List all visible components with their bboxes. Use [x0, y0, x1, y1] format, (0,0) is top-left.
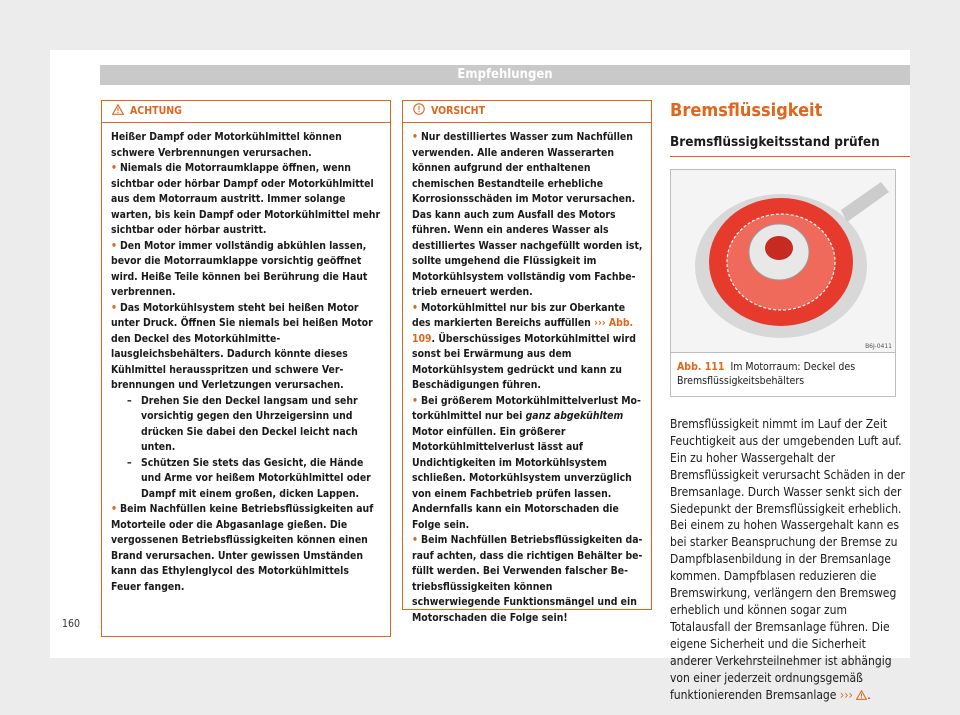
warning-triangle-icon [112, 101, 130, 122]
brake-fluid-cap-figure [670, 169, 896, 353]
brake-fluid-section [670, 100, 910, 715]
figure-caption-text: Im Motorraum: Deckel des Bremsflüssigkeitsbehälters [677, 361, 856, 387]
page-number: 160 [62, 618, 81, 630]
caution-heading [403, 101, 651, 123]
bullet-icon: • [111, 162, 117, 174]
section-title: Bremsflüssigkeit [670, 100, 823, 121]
manual-page [50, 50, 910, 702]
dash-icon: – [127, 456, 132, 469]
warning-bullet: • Niemals die Motorraumklappe öffnen, wenn sichtbar oder hörbar Dampf oder Motorkühlmittel aus dem Motorraum austritt. Immer solange warten, bis kein Dampf oder Motorkühlmittel mehr sichtbar oder hörbar austritt. [111, 162, 381, 236]
caution-bullet: • Beim Nachfüllen Betriebsflüssigkeiten darauf achten, dass die richtigen Behälter befüllt werden. Bei Verwenden falscher Betriebsflüssigkeiten können schwerwiegende Funktionsmängel und ein Motorschaden die Folge sein! [412, 534, 643, 624]
figure-caption-label: Abb. 111 [677, 361, 725, 373]
brake-fluid-cap-illustration [671, 170, 895, 352]
dash-icon: – [127, 394, 132, 407]
bullet-icon: • [412, 534, 418, 546]
warning-dash-item: – Drehen Sie den Deckel langsam und sehr vorsichtig gegen den Uhrzeigersinn und drücken Sie dabei den Deckel leicht nach unten. [127, 394, 358, 453]
body-paragraph: Bremsflüssigkeit nimmt im Lauf der Zeit Feuchtigkeit aus der umgebenden Luft auf. Ein zu hoher Wassergehalt der Bremsflüssigkeit verursacht Schäden in der Bremsanlage. Durch Wasser senkt sich der Siedepunkt der Bremsflüssigkeit erheblich. Bei einem zu hohen Wassergehalt kann es bei starker Beanspruchung der Bremse zu Dampfblasenbildung in der Bremsanlage kommen. Dampfblasen reduzieren die Bremswirkung, verlängern den Bremsweg erheblich und können sogar zum Totalausfall der Bremsanlage führen. Die eigene Sicherheit und die Sicherheit anderer Verkehrsteilnehmer ist abhängig von einer jederzeit ordnungsgemäß funktionierenden Bremsanlage ››› . [670, 417, 905, 702]
bullet-icon: • [111, 239, 117, 252]
caution-bullet: • Motorkühlmittel nur bis zur Oberkante des markierten Bereichs auffüllen ››› Abb. 109. Überschüssiges Motorkühlmittel wird sonst bei Erwärmung aus dem Motorkühlsystem gedrückt und kann zu Beschädigungen führen. [412, 301, 636, 391]
warning-bullet: • Das Motorkühlsystem steht bei heißen Motor unter Druck. Öffnen Sie niemals bei heißen Motor den Deckel des Motorkühlmittelausgleichsbehälters. Dadurch könnte dieses Kühlmittel herausspritzen und schwere Verbrennungen und Verletzungen verursachen. [111, 301, 373, 391]
figure-caption [670, 353, 896, 397]
caution-heading-label: VORSICHT [431, 105, 486, 117]
warning-triangle-icon [856, 688, 867, 702]
section-subtitle: Bremsflüssigkeitsstand prüfen [670, 132, 910, 157]
warning-reference-link[interactable]: ››› [839, 687, 853, 702]
bullet-icon: • [412, 301, 418, 314]
warning-heading-label: ACHTUNG [130, 105, 182, 117]
warning-bullet: • Den Motor immer vollständig abkühlen lassen, bevor die Motorraumklappe vorsichtig geöffnet wird. Heiße Teile können bei Berührung die Haut verbrennen. [111, 239, 368, 298]
warning-heading [102, 101, 390, 123]
warning-bullet: • Beim Nachfüllen keine Betriebsflüssigkeiten auf Motorteile oder die Abgasanlage gießen. Die vergossenen Betriebsflüssigkeiten können einen Brand verursachen. Unter gewissen Umständen kann das Ethylenglycol des Motorkühlmittels Feuer fangen. [111, 503, 374, 593]
warning-dash-item: – Schützen Sie stets das Gesicht, die Hände und Arme vor heißem Motorkühlmittel oder Dampf mit einem großen, dicken Lappen. [127, 456, 371, 500]
emphasis: ganz abgekühltem [525, 410, 624, 422]
bullet-icon: • [412, 131, 418, 143]
warning-body [102, 123, 390, 595]
caution-bullet: • Bei größerem Motorkühlmittelverlust Motorkühlmittel nur bei ganz abgekühltem Motor einfüllen. Ein größerer Motorkühlmittelverlust lässt auf Undichtigkeiten im Motorkühlsystem schließen. Motorkühlsystem unverzüglich von einem Fachbetrieb prüfen lassen. Andernfalls kann ein Motorschaden die Folge sein. [412, 394, 641, 531]
bullet-icon: • [412, 394, 418, 407]
caution-body [403, 123, 651, 626]
caution-circle-icon [413, 101, 431, 122]
figure-reference-link[interactable]: ››› Abb. 109 [412, 317, 634, 345]
warning-intro: Heißer Dampf oder Motorkühlmittel können schwere Verbrennungen verursachen. [111, 131, 342, 159]
bullet-icon: • [111, 503, 117, 515]
bullet-icon: • [111, 301, 117, 314]
warning-box [101, 100, 391, 637]
caution-box [402, 100, 652, 624]
header-bar: Empfehlungen [100, 65, 910, 85]
figure-code: B6J-0411 [865, 343, 892, 350]
caution-bullet: • Nur destilliertes Wasser zum Nachfüllen verwenden. Alle anderen Wasserarten können aufgrund der enthaltenen chemischen Bestandteile erhebliche Korrosionsschäden im Motor verursachen. Das kann auch zum Ausfall des Motors führen. Wenn ein anderes Wasser als destilliertes Wasser nachgefüllt worden ist, sollte umgehend die Flüssigkeit im Motorkühlsystem vollständig vom Fachbetrieb erneuert werden. [412, 131, 643, 298]
